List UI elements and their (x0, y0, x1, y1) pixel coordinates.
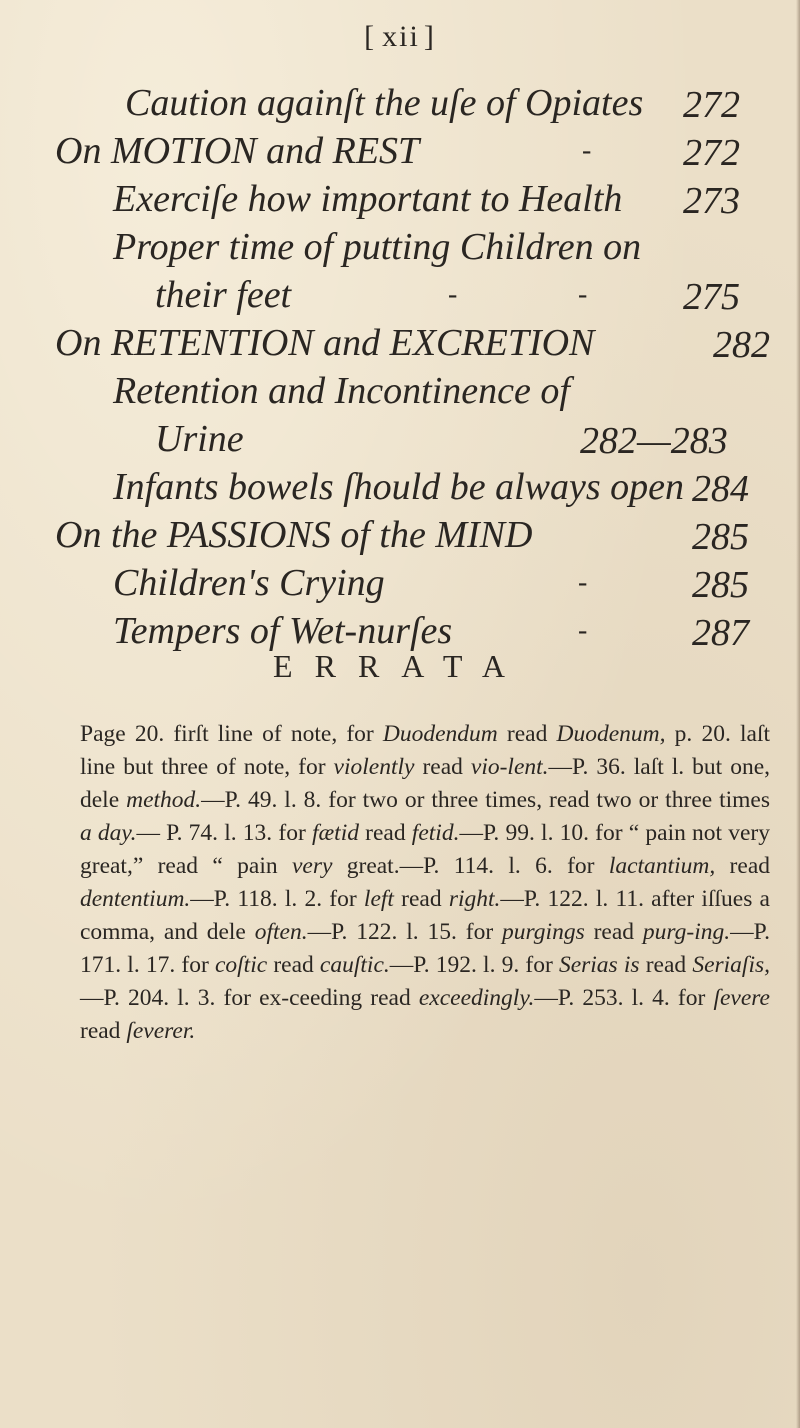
contents-entry-opiates (125, 80, 643, 126)
errata-run-italic: fætid (311, 820, 359, 846)
errata-run-italic: right. (448, 886, 501, 912)
entry-dash: - (582, 135, 592, 166)
errata-run-italic: Duodendum (382, 721, 498, 747)
page-number-value: xii (382, 20, 420, 53)
page-edge (796, 0, 800, 1428)
errata-run-italic: left (363, 886, 394, 912)
errata-run: —P. 49. l. 8. for two or three times, read two or three times (201, 787, 771, 813)
contents-entry-retention-excretion (55, 320, 594, 366)
entry-page: 284 (692, 468, 749, 510)
errata-run-italic: purg-ing. (642, 919, 731, 945)
entry-title: their feet (155, 274, 292, 316)
contents-entry-infants-bowels (113, 464, 684, 510)
entry-title: Retention and Incontinence of (113, 370, 570, 412)
contents-entry-motion-rest (55, 128, 419, 174)
errata-run-italic: exceedingly. (418, 985, 535, 1011)
errata-run-italic: Duodenum, (556, 721, 666, 747)
bracket-left: [ (364, 20, 377, 53)
errata-run-italic: purgings (502, 919, 585, 945)
contents-entry-urine-2 (155, 416, 244, 462)
errata-run: read (358, 820, 412, 846)
entry-title: On RETENTION and EXCRETION (55, 322, 595, 364)
errata-run: —P. 118. l. 2. for (190, 886, 364, 912)
errata-heading: ERRATA (273, 648, 527, 684)
entry-title: Urine (155, 418, 244, 460)
entry-page: 272 (683, 84, 740, 126)
errata-run: read (393, 886, 449, 912)
errata-run: Page 20. firſt line of note, for (80, 721, 383, 747)
entry-title: Children's Crying (113, 562, 385, 604)
errata-run: —P. 171. l. 17. for (80, 919, 770, 978)
contents-entry-passions (55, 512, 532, 558)
errata-run: — P. 74. l. 13. for (136, 820, 312, 846)
errata-run: —P. 192. l. 9. for (389, 952, 559, 978)
errata-text (80, 718, 770, 1048)
entry-page: 287 (692, 612, 749, 654)
entry-page: 273 (683, 180, 740, 222)
errata-run-italic: lactantium, (608, 853, 716, 879)
errata-run: —P. 122. l. 15. for (307, 919, 503, 945)
errata-run-italic: ſeverer. (126, 1018, 196, 1044)
errata-run: read (267, 952, 320, 978)
contents-entry-children-feet-2 (155, 272, 291, 318)
entry-page: 285 (692, 564, 749, 606)
entry-title: Exerciſe how important to Health (113, 178, 623, 220)
errata-run-italic: method. (126, 787, 202, 813)
entry-page: 282—283 (580, 420, 728, 462)
errata-run: read (584, 919, 643, 945)
errata-run: —P. 204. l. 3. for ex-ceeding read (80, 985, 419, 1011)
errata-run: read (497, 721, 557, 747)
contents-entry-crying (113, 560, 385, 606)
entry-dash: - (578, 279, 588, 310)
entry-title: On MOTION and REST (55, 130, 420, 172)
errata-run-italic: fetid. (411, 820, 460, 846)
entry-page: 272 (683, 132, 740, 174)
errata-run: p. 20. laſt line but three of note, for (80, 721, 770, 780)
entry-page: 285 (692, 516, 749, 558)
errata-run: read (80, 1018, 127, 1044)
contents-entry-children-feet-1 (113, 224, 641, 270)
entry-dash: - (448, 279, 458, 310)
errata-run-italic: ſevere (713, 985, 770, 1011)
entry-title: Tempers of Wet-nurſes (113, 610, 453, 652)
entry-page: 275 (683, 276, 740, 318)
errata-run-italic: coſtic (214, 952, 268, 978)
entry-dash: - (578, 615, 588, 646)
entry-title: Proper time of putting Children on (113, 226, 642, 268)
entry-title: On the PASSIONS of the MIND (55, 514, 533, 556)
errata-run: great.—P. 114. l. 6. for (332, 853, 609, 879)
errata-run: —P. 36. laſt l. but one, dele (80, 754, 770, 813)
errata-run-italic: Seriaſis, (692, 952, 770, 978)
errata-paragraph (80, 718, 770, 1048)
entry-page: 282 (713, 324, 770, 366)
errata-run: —P. 99. l. 10. for “ pain not very great,” read “ pain (80, 820, 771, 879)
contents-entry-exercise (113, 176, 622, 222)
errata-run: read (639, 952, 693, 978)
entry-title: Infants bowels ſhould be always open (113, 466, 685, 508)
contents-entry-urine-1 (113, 368, 570, 414)
errata-run-italic: often. (254, 919, 308, 945)
errata-run-italic: vio-lent. (470, 754, 549, 780)
errata-run: —P. 253. l. 4. for (534, 985, 714, 1011)
entry-dash: - (578, 567, 588, 598)
errata-run: read (715, 853, 770, 879)
errata-run: read (414, 754, 471, 780)
errata-run-italic: Serias is (558, 952, 640, 978)
errata-run-italic: cauſtic. (319, 952, 390, 978)
entry-title: Caution againſt the uſe of Opiates (125, 82, 644, 124)
errata-run-italic: a day. (80, 820, 137, 846)
bracket-right: ] (423, 20, 436, 53)
errata-run-italic: violently (333, 754, 415, 780)
errata-run: —P. 122. l. 11. after iſſues a comma, and dele (80, 886, 770, 945)
errata-run-italic: dententium. (80, 886, 191, 912)
errata-run-italic: very (291, 853, 333, 879)
page-number (0, 20, 800, 54)
